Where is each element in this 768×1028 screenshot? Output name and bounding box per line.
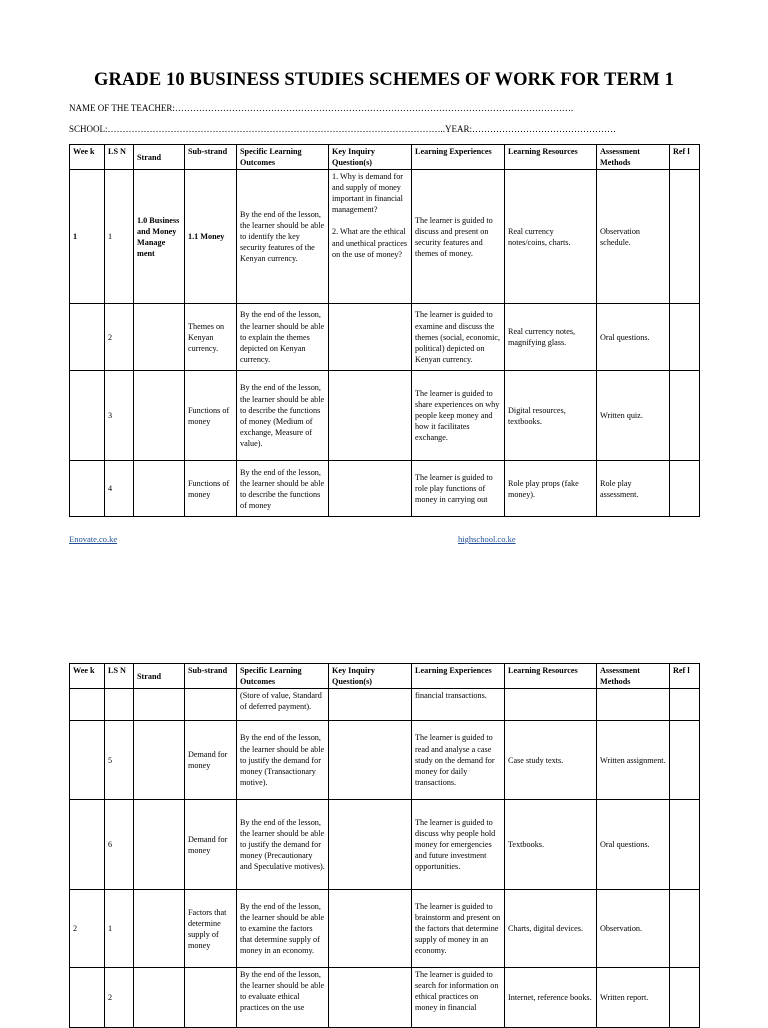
- cell-refl: [670, 968, 700, 1028]
- cell-substrand: [185, 689, 237, 721]
- school-year-line: SCHOOL:…………………………………………………………………………………………………..YEAR:…………………………………………: [69, 124, 617, 134]
- cell-substrand: Functions of money: [185, 371, 237, 461]
- cell-resources: [505, 689, 597, 721]
- cell-assessment: Oral questions.: [597, 800, 670, 890]
- cell-experiences: The learner is guided to read and analyse a case study on the demand for money for daily transactions.: [412, 721, 505, 800]
- cell-assessment: [597, 689, 670, 721]
- cell-strand: [134, 890, 185, 968]
- cell-strand: 1.0 Business and Money Manage ment: [134, 170, 185, 304]
- cell-outcomes: By the end of the lesson, the learner should be able to identify the key security features of the Kenyan currency.: [237, 170, 329, 304]
- cell-week: [70, 304, 105, 371]
- cell-resources: Internet, reference books.: [505, 968, 597, 1028]
- schemes-table-page-2: [69, 663, 700, 1028]
- cell-refl: [670, 304, 700, 371]
- cell-experiences: The learner is guided to role play functions of money in carrying out: [412, 461, 505, 517]
- cell-outcomes: By the end of the lesson, the learner should be able to describe the functions of money (Medium of exchange, Measure of value).: [237, 371, 329, 461]
- cell-substrand: Themes on Kenyan currency.: [185, 304, 237, 371]
- table-row: [70, 968, 700, 1028]
- cell-resources: Real currency notes/coins, charts.: [505, 170, 597, 304]
- cell-strand: [134, 371, 185, 461]
- cell-resources: Role play props (fake money).: [505, 461, 597, 517]
- cell-substrand: Factors that determine supply of money: [185, 890, 237, 968]
- header-week: Wee k: [70, 145, 105, 170]
- cell-inquiry: [329, 371, 412, 461]
- header-substrand: Sub-strand: [185, 664, 237, 689]
- cell-lsn: 5: [105, 721, 134, 800]
- table-row: [70, 689, 700, 721]
- cell-refl: [670, 371, 700, 461]
- table-row: [70, 461, 700, 517]
- cell-outcomes: By the end of the lesson, the learner should be able to justify the demand for money (Precautionary and Speculative motives).: [237, 800, 329, 890]
- cell-strand: [134, 461, 185, 517]
- cell-refl: [670, 170, 700, 304]
- cell-lsn: 1: [105, 890, 134, 968]
- cell-refl: [670, 461, 700, 517]
- cell-week: [70, 968, 105, 1028]
- table-header-row: [70, 145, 700, 170]
- table-row: [70, 170, 700, 304]
- cell-lsn: [105, 689, 134, 721]
- header-refl: Ref l: [670, 145, 700, 170]
- cell-outcomes: By the end of the lesson, the learner should be able to examine the factors that determine supply of money in an economy.: [237, 890, 329, 968]
- schemes-table-page-1: [69, 144, 700, 517]
- header-refl: Ref l: [670, 664, 700, 689]
- cell-assessment: Written assignment.: [597, 721, 670, 800]
- cell-inquiry: [329, 968, 412, 1028]
- header-strand: Strand: [134, 664, 185, 689]
- cell-substrand: [185, 968, 237, 1028]
- cell-inquiry: [329, 800, 412, 890]
- table-header-row: [70, 664, 700, 689]
- cell-outcomes: (Store of value, Standard of deferred payment).: [237, 689, 329, 721]
- cell-strand: [134, 721, 185, 800]
- cell-experiences: The learner is guided to discuss why people hold money for emergencies and future investment opportunities.: [412, 800, 505, 890]
- cell-experiences: The learner is guided to brainstorm and present on the factors that determine supply of money in an economy.: [412, 890, 505, 968]
- cell-resources: Real currency notes, magnifying glass.: [505, 304, 597, 371]
- cell-inquiry: [329, 461, 412, 517]
- cell-inquiry: [329, 890, 412, 968]
- table-row: [70, 721, 700, 800]
- cell-resources: Charts, digital devices.: [505, 890, 597, 968]
- cell-outcomes: By the end of the lesson, the learner should be able to explain the themes depicted on Kenyan currency.: [237, 304, 329, 371]
- cell-resources: Case study texts.: [505, 721, 597, 800]
- header-assessment: Assessment Methods: [597, 664, 670, 689]
- cell-strand: [134, 800, 185, 890]
- cell-week: [70, 689, 105, 721]
- cell-week: [70, 371, 105, 461]
- header-resources: Learning Resources: [505, 145, 597, 170]
- cell-outcomes: By the end of the lesson, the learner should be able to evaluate ethical practices on the use: [237, 968, 329, 1028]
- cell-substrand: Demand for money: [185, 800, 237, 890]
- header-experiences: Learning Experiences: [412, 145, 505, 170]
- cell-strand: [134, 689, 185, 721]
- cell-experiences: The learner is guided to examine and discuss the themes (social, economic, political) depicted on Kenyan currency.: [412, 304, 505, 371]
- cell-experiences: financial transactions.: [412, 689, 505, 721]
- header-experiences: Learning Experiences: [412, 664, 505, 689]
- cell-lsn: 4: [105, 461, 134, 517]
- header-inquiry: Key Inquiry Question(s): [329, 664, 412, 689]
- footer-link-enovate[interactable]: Enovate.co.ke: [69, 534, 118, 544]
- header-outcomes: Specific Learning Outcomes: [237, 664, 329, 689]
- cell-resources: Digital resources, textbooks.: [505, 371, 597, 461]
- header-lsn: LS N: [105, 145, 134, 170]
- cell-assessment: Role play assessment.: [597, 461, 670, 517]
- cell-lsn: 2: [105, 968, 134, 1028]
- cell-assessment: Observation schedule.: [597, 170, 670, 304]
- cell-resources: Textbooks.: [505, 800, 597, 890]
- document-title: GRADE 10 BUSINESS STUDIES SCHEMES OF WORK FOR TERM 1: [93, 70, 675, 90]
- cell-refl: [670, 689, 700, 721]
- cell-strand: [134, 304, 185, 371]
- cell-lsn: 6: [105, 800, 134, 890]
- cell-outcomes: By the end of the lesson, the learner should be able to justify the demand for money (Transactionary motive).: [237, 721, 329, 800]
- cell-substrand: Functions of money: [185, 461, 237, 517]
- cell-week: [70, 461, 105, 517]
- table-row: [70, 371, 700, 461]
- teacher-name-line: NAME OF THE TEACHER:…………………………………………………………………………………………………………………….: [69, 103, 574, 113]
- cell-week: [70, 800, 105, 890]
- header-resources: Learning Resources: [505, 664, 597, 689]
- cell-lsn: 1: [105, 170, 134, 304]
- cell-refl: [670, 890, 700, 968]
- header-inquiry: Key Inquiry Question(s): [329, 145, 412, 170]
- cell-refl: [670, 721, 700, 800]
- table-row: [70, 304, 700, 371]
- cell-strand: [134, 968, 185, 1028]
- cell-lsn: 3: [105, 371, 134, 461]
- cell-assessment: Observation.: [597, 890, 670, 968]
- cell-experiences: The learner is guided to search for information on ethical practices on money in financial: [412, 968, 505, 1028]
- cell-inquiry: [329, 304, 412, 371]
- cell-refl: [670, 800, 700, 890]
- header-week: Wee k: [70, 664, 105, 689]
- cell-outcomes: By the end of the lesson, the learner should be able to describe the functions of money: [237, 461, 329, 517]
- cell-week: [70, 721, 105, 800]
- cell-week: 1: [70, 170, 105, 304]
- header-outcomes: Specific Learning Outcomes: [237, 145, 329, 170]
- cell-substrand: 1.1 Money: [185, 170, 237, 304]
- header-lsn: LS N: [105, 664, 134, 689]
- cell-inquiry: 1. Why is demand for and supply of money important in financial management? 2. What are the ethical and unethical practices on the use of money?: [329, 170, 412, 304]
- cell-inquiry: [329, 721, 412, 800]
- header-assessment: Assessment Methods: [597, 145, 670, 170]
- table-row: [70, 800, 700, 890]
- header-substrand: Sub-strand: [185, 145, 237, 170]
- cell-assessment: Written quiz.: [597, 371, 670, 461]
- footer-link-highschool[interactable]: highschool.co.ke: [458, 534, 516, 544]
- cell-assessment: Oral questions.: [597, 304, 670, 371]
- cell-substrand: Demand for money: [185, 721, 237, 800]
- cell-week: 2: [70, 890, 105, 968]
- table-row: [70, 890, 700, 968]
- cell-assessment: Written report.: [597, 968, 670, 1028]
- cell-lsn: 2: [105, 304, 134, 371]
- header-strand: Strand: [134, 145, 185, 170]
- cell-experiences: The learner is guided to share experiences on why people keep money and how it facilitates exchange.: [412, 371, 505, 461]
- cell-inquiry: [329, 689, 412, 721]
- cell-experiences: The learner is guided to discuss and present on security features and themes of money.: [412, 170, 505, 304]
